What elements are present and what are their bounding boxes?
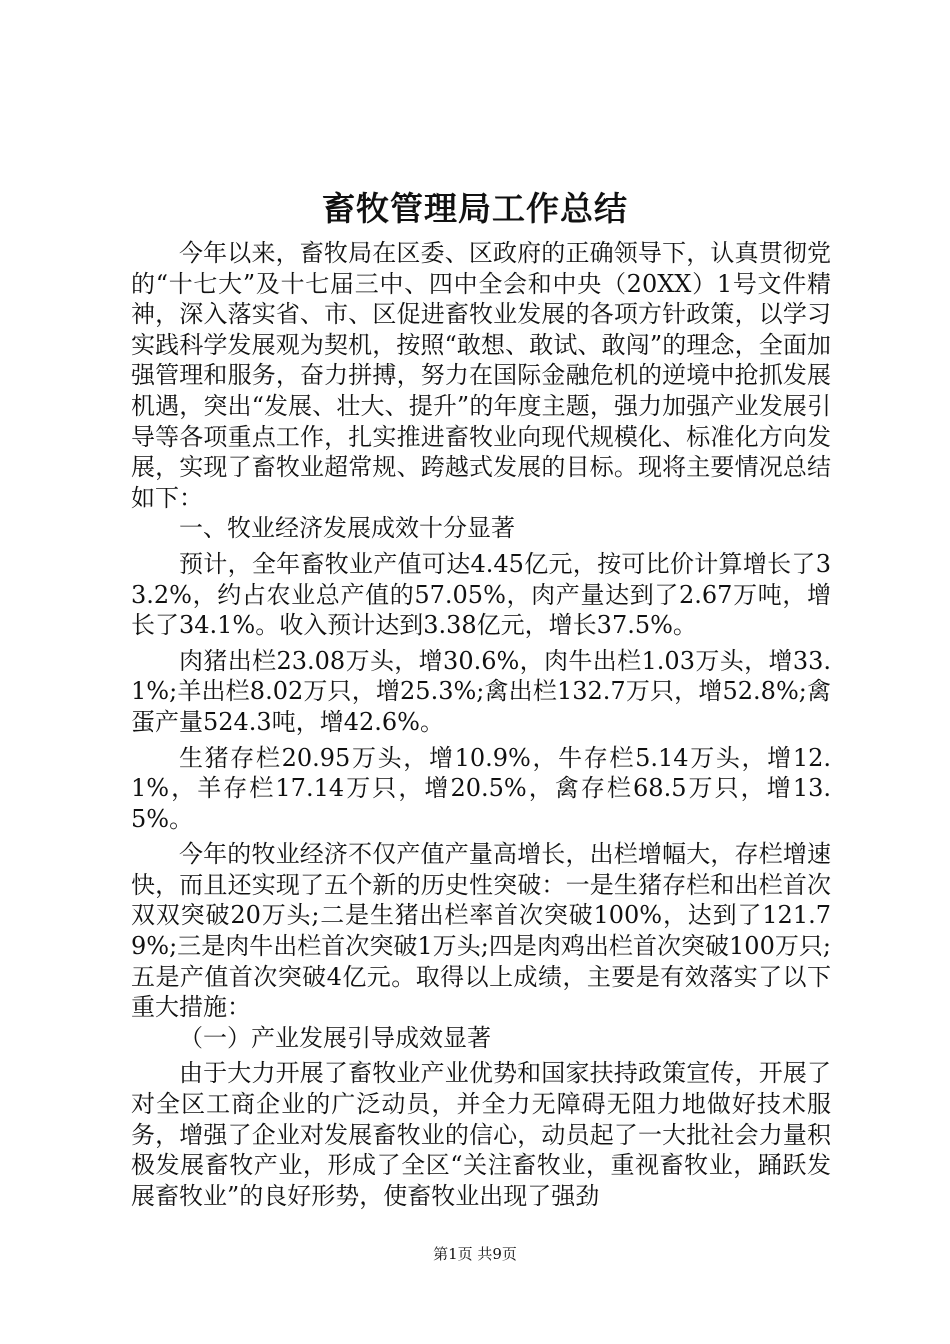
paragraph-output-value: 预计，全年畜牧业产值可达4.45亿元，按可比价计算增长了33.2%，约占农业总产值的57.05%，肉产量达到了2.67万吨，增长了34.1%。收入预计达到3.38亿元，增长37.5%。 bbox=[131, 549, 831, 640]
section-heading: 一、牧业经济发展成效十分显著 bbox=[179, 514, 515, 543]
document-body bbox=[131, 238, 831, 1211]
paragraph-slaughter-stats: 肉猪出栏23.08万头，增30.6%，肉牛出栏1.03万头，增33.1%;羊出栏8.02万只，增25.3%;禽出栏132.7万只，增52.8%;禽蛋产量524.3吨，增42.6%。 bbox=[131, 646, 831, 736]
document-title: 畜牧管理局工作总结 bbox=[322, 189, 628, 228]
paragraph-inventory-stats: 生猪存栏20.95万头，增10.9%，牛存栏5.14万头，增12.1%，羊存栏17.14万只，增20.5%，禽存栏68.5万只，增13.5%。 bbox=[131, 743, 831, 833]
page-footer: 第1页 共9页 bbox=[433, 1245, 517, 1263]
paragraph-breakthroughs: 今年的牧业经济不仅产值产量高增长，出栏增幅大，存栏增速快，而且还实现了五个新的历史性突破：一是生猪存栏和出栏首次双双突破20万头;二是生猪出栏率首次突破100%，达到了121.79%;三是肉牛出栏首次突破1万头;四是肉鸡出栏首次突破100万只;五是产值首次突破4亿元。取得以上成绩，主要是有效落实了以下重大措施： bbox=[131, 840, 831, 1022]
paragraph-intro: 今年以来，畜牧局在区委、区政府的正确领导下，认真贯彻党的“十七大”及十七届三中、四中全会和中央（20XX）1号文件精神，深入落实省、市、区促进畜牧业发展的各项方针政策，以学习实践科学发展观为契机，按照“敢想、敢试、敢闯”的理念，全面加强管理和服务，奋力拼搏，努力在国际金融危机的逆境中抢抓发展机遇，突出“发展、壮大、提升”的年度主题，强力加强产业发展引导等各项重点工作，扎实推进畜牧业向现代规模化、标准化方向发展，实现了畜牧业超常规、跨越式发展的目标。现将主要情况总结如下： bbox=[131, 239, 831, 512]
subsection-heading: （一）产业发展引导成效显著 bbox=[179, 1023, 491, 1052]
paragraph-industry-guidance: 由于大力开展了畜牧业产业优势和国家扶持政策宣传，开展了对全区工商企业的广泛动员，并全力无障碍无阻力地做好技术服务，增强了企业对发展畜牧业的信心，动员起了一大批社会力量积极发展畜牧产业，形成了全区“关注畜牧业，重视畜牧业，踊跃发展畜牧业”的良好形势，使畜牧业出现了强劲 bbox=[131, 1059, 831, 1210]
